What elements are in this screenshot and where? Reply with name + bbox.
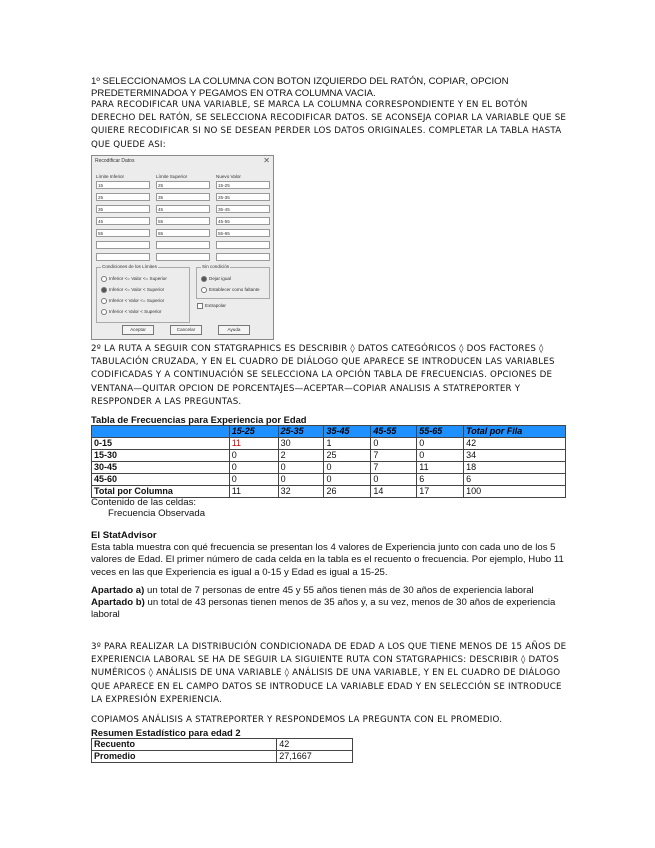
limit-conditions-title: Condiciones de los Límites [102, 264, 157, 269]
summary-title: Resumen Estadístico para edad 2 [91, 727, 241, 738]
table-cell: 30 [278, 438, 324, 450]
table-cell: 27,1667 [277, 751, 353, 763]
row-label: 0-15 [92, 438, 230, 450]
table-cell: 0 [278, 474, 324, 486]
col-new-value: Nuevo Valor [216, 174, 241, 179]
table-cell: 2 [278, 450, 324, 462]
checkbox-label: Extrapolar [205, 303, 226, 309]
table-cell: 6 [417, 474, 464, 486]
table-cell: 0 [278, 462, 324, 474]
dialog-title: Recodificar Datos [95, 158, 135, 164]
col-upper-limit: Límite Superior [156, 174, 188, 179]
table-cell: 100 [464, 486, 566, 498]
new-input[interactable]: 35-45 [216, 205, 270, 213]
table-cell: 6 [464, 474, 566, 486]
table-cell: 11 [417, 462, 464, 474]
answer-b-text: un total de 43 personas tienen menos de 35 años y, a su vez, menos de 30 años de experiencia laboral [91, 597, 556, 621]
row-label: 30-45 [92, 462, 230, 474]
row-label: Total por Columna [92, 486, 230, 498]
lower-input[interactable]: 55 [96, 229, 150, 237]
help-button[interactable]: Ayuda [218, 325, 250, 335]
lower-input[interactable]: 15 [96, 181, 150, 189]
new-input[interactable]: 55-65 [216, 229, 270, 237]
radio-label: Inferior <= Valor < Superior [109, 287, 165, 293]
table-cell: 0 [229, 474, 278, 486]
table-cell: 42 [464, 438, 566, 450]
col-lower-limit: Límite Inferior [96, 174, 125, 179]
answer-a-label: Apartado a) [91, 585, 145, 596]
new-input-empty[interactable] [216, 253, 270, 261]
highlight-cell: 11 [229, 438, 278, 450]
upper-input[interactable]: 25 [156, 181, 210, 189]
answer-a [91, 585, 571, 597]
radio-option-keep[interactable] [201, 276, 231, 282]
header-cell: 15-25 [229, 426, 278, 438]
radio-selected-icon [101, 287, 107, 293]
table-cell: 7 [371, 450, 417, 462]
table-header-row [92, 426, 566, 438]
radio-label: Dejar igual [209, 276, 231, 282]
upper-input[interactable]: 35 [156, 193, 210, 201]
no-condition-group [196, 264, 270, 299]
freq-table-title: Tabla de Frecuencias para Experiencia por Edad [91, 414, 307, 425]
lower-input-empty[interactable] [96, 253, 150, 261]
table-total-row [92, 486, 566, 498]
radio-label: Establecer como faltante [209, 287, 260, 293]
table-cell: 26 [324, 486, 371, 498]
new-input[interactable]: 15-25 [216, 181, 270, 189]
table-cell: 0 [229, 450, 278, 462]
answer-b-label: Apartado b) [91, 597, 145, 608]
radio-icon [101, 298, 107, 304]
radio-option-3[interactable] [101, 298, 164, 304]
table-row [92, 450, 566, 462]
new-input-empty[interactable] [216, 241, 270, 249]
radio-option-4[interactable] [101, 309, 162, 315]
extrapolate-checkbox[interactable] [197, 303, 226, 309]
header-cell: Total por Fila [464, 426, 566, 438]
row-label: 45-60 [92, 474, 230, 486]
new-input[interactable]: 45-55 [216, 217, 270, 225]
statadvisor-title: El StatAdvisor [91, 530, 157, 541]
accept-button[interactable]: Aceptar [122, 325, 154, 335]
table-cell: 25 [324, 450, 371, 462]
cell-contents-value: Frecuencia Observada [108, 508, 206, 519]
table-row [92, 739, 353, 751]
table-cell: 1 [324, 438, 371, 450]
checkbox-icon [197, 303, 203, 309]
lower-input[interactable]: 45 [96, 217, 150, 225]
answer-b [91, 597, 571, 622]
radio-option-missing[interactable] [201, 287, 260, 293]
table-cell: 0 [324, 462, 371, 474]
upper-input[interactable]: 65 [156, 229, 210, 237]
table-cell: 0 [417, 438, 464, 450]
upper-input-empty[interactable] [156, 253, 210, 261]
header-cell [92, 426, 230, 438]
table-cell: 0 [371, 474, 417, 486]
table-cell: 34 [464, 450, 566, 462]
cancel-button[interactable]: Cancelar [170, 325, 202, 335]
radio-icon [201, 287, 207, 293]
radio-option-2[interactable] [101, 287, 164, 293]
row-label: 15-30 [92, 450, 230, 462]
table-cell: 11 [229, 486, 278, 498]
table-row [92, 438, 566, 450]
section-3-text-2: COPIAMOS ANÁLISIS A STATREPORTER Y RESPONDEMOS LA PREGUNTA CON EL PROMEDIO. [91, 715, 503, 725]
header-cell: 45-55 [371, 426, 417, 438]
header-cell: 25-35 [278, 426, 324, 438]
table-cell: 0 [417, 450, 464, 462]
intro-paragraph-1: 1º SELECCIONAMOS LA COLUMNA CON BOTON IZQUIERDO DEL RATÓN, COPIAR, OPCION PREDETERMINADOA Y PEGAMOS EN OTRA COLUMNA VACIA. [91, 76, 509, 100]
upper-input[interactable]: 45 [156, 205, 210, 213]
header-cell: 35-45 [324, 426, 371, 438]
answer-a-text: un total de 7 personas de entre 45 y 55 años tienen más de 30 años de experiencia laboral [144, 585, 534, 596]
table-cell: 14 [371, 486, 417, 498]
table-cell: 0 [324, 474, 371, 486]
lower-input[interactable]: 25 [96, 193, 150, 201]
table-row [92, 474, 566, 486]
table-cell: 0 [371, 438, 417, 450]
summary-table [91, 738, 353, 763]
table-cell: 17 [417, 486, 464, 498]
upper-input-empty[interactable] [156, 241, 210, 249]
radio-label: Inferior < Valor < Superior [109, 309, 162, 315]
cell-contents-label: Contenido de las celdas: [91, 497, 197, 508]
close-icon[interactable]: ✕ [263, 156, 270, 165]
radio-option-1[interactable] [101, 276, 167, 282]
lower-input[interactable]: 35 [96, 205, 150, 213]
row-label: Recuento [92, 739, 277, 751]
table-cell: 42 [277, 739, 353, 751]
row-label: Promedio [92, 751, 277, 763]
header-cell: 55-65 [417, 426, 464, 438]
intro-paragraph-2: PARA RECODIFICAR UNA VARIABLE, SE MARCA LA COLUMNA CORRESPONDIENTE Y EN EL BOTÓN DERECHO DEL RATÓN, SE SELECCIONA RECODIFICAR DATOS. SE ACONSEJA COPIAR LA VARIABLE QUE SE QUIERE RECODIFICAR SI NO SE DESEAN PERDER LOS DATOS ORIGINALES. COMPLETAR LA TABLA HASTA QUE QUEDE ASI: [91, 100, 567, 150]
new-input[interactable]: 25-35 [216, 193, 270, 201]
recode-dialog [91, 155, 274, 340]
limit-conditions-group [96, 264, 190, 323]
statadvisor-body: Esta tabla muestra con qué frecuencia se presentan los 4 valores de Experiencia junto con cada uno de los 5 valores de Edad. El primer número de cada celda en la tabla es el recuento o frecuencia. Por ejemplo, Hubo 11 veces en las que Experiencia es igual a 0-15 y Edad es igual a 15-25. [91, 542, 564, 578]
no-condition-title: Sin condición [202, 264, 230, 269]
radio-icon [101, 309, 107, 315]
table-cell: 18 [464, 462, 566, 474]
upper-input[interactable]: 55 [156, 217, 210, 225]
table-row [92, 462, 566, 474]
section-3-text: 3º PARA REALIZAR LA DISTRIBUCIÓN CONDICIONADA DE EDAD A LOS QUE TIENE MENOS DE 15 AÑOS DE EXPERIENCIA LABORAL SE HA DE SEGUIR LA SIGUIENTE RUTA CON STATGRAPHICS: DESCRIBIR ◊ DATOS NUMÉRICOS ◊ ANÁLISIS DE UNA VARIABLE ◊ ANÁLISIS DE UNA VARIABLE, Y EN EL CUADRO DE DIÁLOGO QUE APARECE EN EL CAMPO DATOS SE INTRODUCE LA VARIABLE EDAD Y EN SELECCIÓN SE INTRODUCE LA EXPRESIÓN EXPERIENCIA. [91, 642, 567, 705]
table-cell: 7 [371, 462, 417, 474]
table-row [92, 751, 353, 763]
section-2-text: 2º LA RUTA A SEGUIR CON STATGRAPHICS ES DESCRIBIR ◊ DATOS CATEGÓRICOS ◊ DOS FACTORES ◊ TABULACIÓN CRUZADA, Y EN EL CUADRO DE DIÁLOGO QUE APARECE SE INTRODUCEN LAS VARIABLES CODIFICADAS Y A CONTINUACIÓN SE SELECCIONA LA OPCIÓN TABLA DE FRECUENCIAS. OPCIONES DE VENTANA—QUITAR OPCION DE PORCENTAJES—ACEPTAR—COPIAR ANALISIS A STATREPORTER Y RESPPONDER A LAS PREGUNTAS. [91, 344, 555, 407]
lower-input-empty[interactable] [96, 241, 150, 249]
radio-label: Inferior <= Valor <= Superior [109, 276, 167, 282]
table-cell: 32 [278, 486, 324, 498]
table-cell: 0 [229, 462, 278, 474]
radio-icon [101, 276, 107, 282]
radio-label: Inferior < Valor <= Superior [109, 298, 165, 304]
radio-selected-icon [201, 276, 207, 282]
frequency-table [91, 425, 566, 498]
